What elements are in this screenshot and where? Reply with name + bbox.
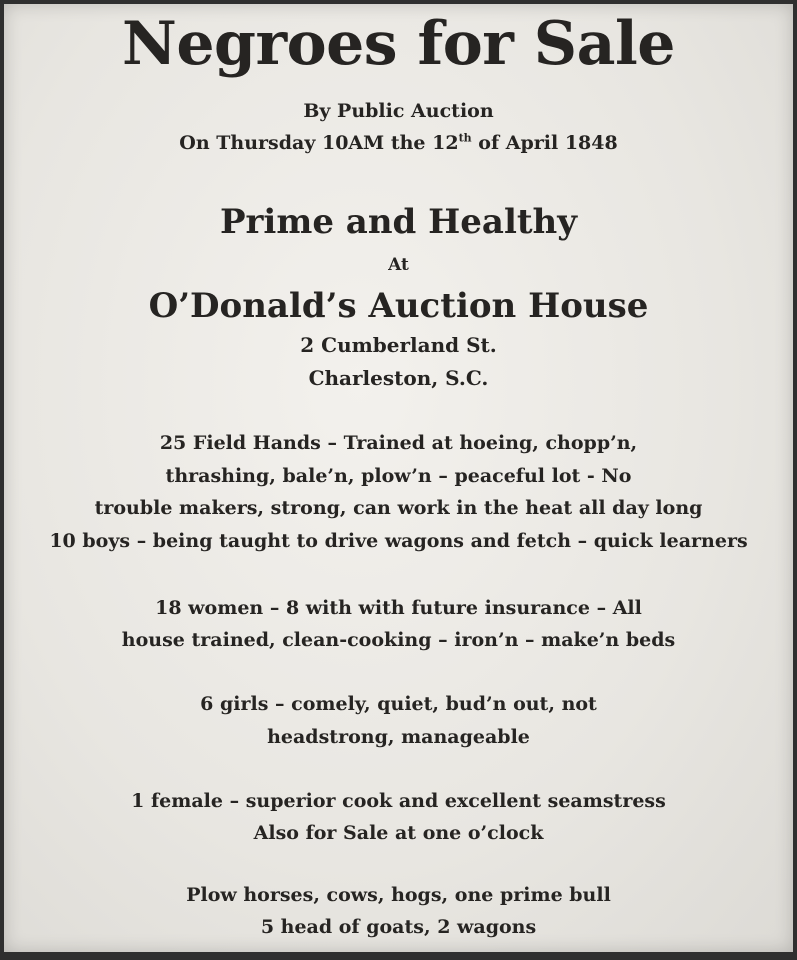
date-prefix: On Thursday 10AM the 12 xyxy=(179,132,459,154)
body-line: 25 Field Hands – Trained at hoeing, chopp’n, xyxy=(159,432,638,454)
at-label: At xyxy=(388,255,409,275)
address-street: 2 Cumberland St. xyxy=(300,333,497,357)
body-line: 18 women – 8 with with future insurance – All xyxy=(155,597,642,619)
body-line: 6 girls – comely, quiet, bud’n out, not xyxy=(200,693,597,715)
headline: Prime and Healthy xyxy=(219,202,578,242)
body-line: Plow horses, cows, hogs, one prime bull xyxy=(186,884,611,906)
body-line: Also for Sale at one o’clock xyxy=(253,822,544,844)
date-suffix: of April 1848 xyxy=(471,132,618,154)
body-line: trouble makers, strong, can work in the heat all day long xyxy=(94,497,703,519)
body-line: 1 female – superior cook and excellent seamstress xyxy=(131,790,666,812)
body-line: thrashing, bale’n, plow’n – peaceful lot - No xyxy=(165,465,632,487)
body-line: house trained, clean-cooking – iron’n – make’n beds xyxy=(121,629,676,651)
auction-poster xyxy=(4,4,793,952)
body-line: 10 boys – being taught to drive wagons and fetch – quick learners xyxy=(49,530,748,552)
poster-title: Negroes for Sale xyxy=(122,9,675,79)
auction-date xyxy=(4,131,793,154)
address-city: Charleston, S.C. xyxy=(308,366,489,390)
body-line: headstrong, manageable xyxy=(267,726,530,748)
date-ordinal: th xyxy=(458,131,472,145)
body-line: 5 head of goats, 2 wagons xyxy=(260,916,537,938)
venue-name: O’Donald’s Auction House xyxy=(148,286,649,326)
auction-line: By Public Auction xyxy=(303,100,494,122)
